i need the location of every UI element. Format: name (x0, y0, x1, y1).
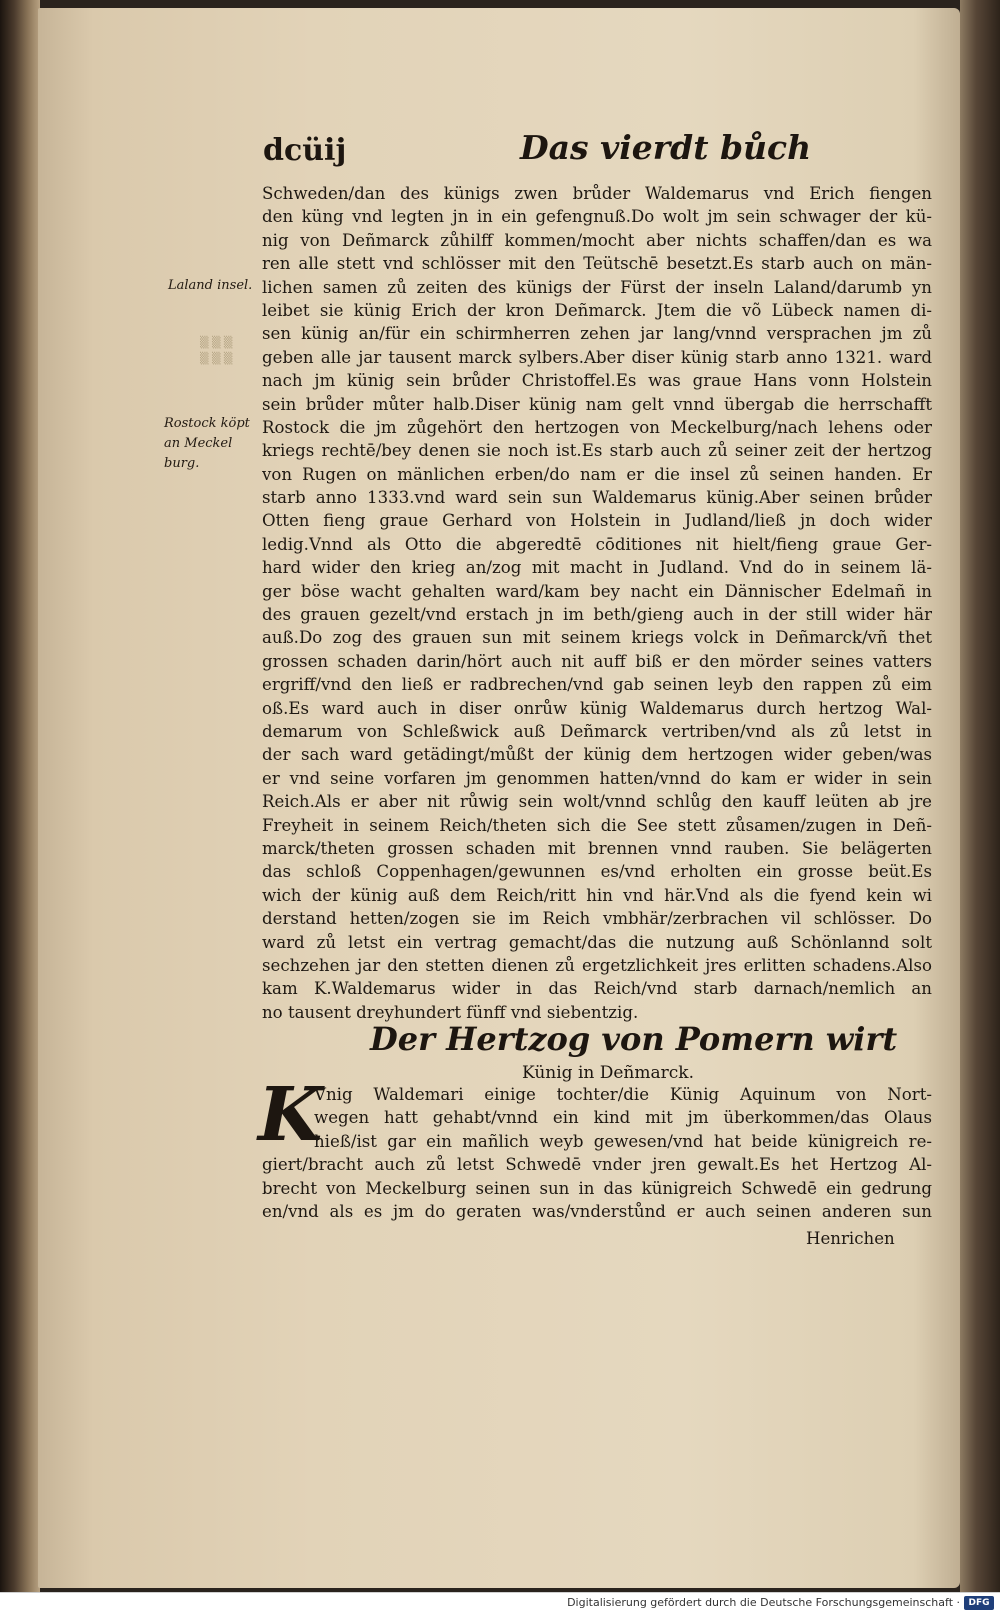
text-line: en/vnd als es jm do geraten was/vnderstůnd er auch seinen anderen sun (262, 1201, 932, 1221)
text-line: nig von Deñmarck zůhilff kommen/mocht aber nichts schaffen/dan es wa (262, 230, 932, 250)
text-line: leibet sie künig Erich der kron Deñmarck. Jtem die võ Lübeck namen di- (262, 300, 932, 320)
text-line: Rostock die jm zůgehört den hertzogen von Meckelburg/nach lehens oder (262, 417, 932, 437)
text-line: grossen schaden darin/hört auch nit auff biß er den mörder seines vatters (262, 651, 932, 671)
binding-edge-left (0, 0, 40, 1613)
text-line: kriegs rechtē/bey denen sie noch ist.Es starb auch zů seiner zeit der hertzog (262, 441, 932, 461)
text-line: ledig.Vnnd als Otto die abgeredtē cōditiones nit hielt/fieng graue Ger- (262, 534, 932, 554)
text-line: oß.Es ward auch in diser onrůw künig Waldemarus durch hertzog Wal- (262, 698, 932, 718)
text-line: kam K.Waldemarus wider in das Reich/vnd starb darnach/nemlich an (262, 979, 932, 999)
text-line: der sach ward getädingt/můßt der künig dem hertzogen wider geben/was (262, 745, 932, 765)
text-line: nach jm künig sein brůder Christoffel.Es was graue Hans vonn Holstein (262, 371, 932, 391)
text-line: wegen hatt gehabt/vnnd ein kind mit jm überkommen/das Olaus (314, 1108, 932, 1128)
text-line: auß.Do zog des grauen sun mit seinem kriegs volck in Deñmarck/vñ thet (262, 628, 932, 648)
page-edge-right (960, 0, 1000, 1600)
text-line: ger böse wacht gehalten ward/kam bey nacht ein Dännischer Edelmañ in (262, 581, 932, 601)
margin-note-line: Rostock köpt (164, 416, 250, 431)
text-line: demarum von Schleßwick auß Deñmarck vertriben/vnd als zů letst in (262, 721, 932, 741)
text-line: Vnig Waldemari einige tochter/die Künig Aquinum von Nort- (314, 1085, 932, 1104)
text-line: Otten fieng graue Gerhard von Holstein in Judland/ließ jn doch wider (262, 511, 932, 531)
margin-note-line: an Meckel (164, 436, 233, 451)
catchword: Henrichen (806, 1229, 895, 1248)
text-line: wich der künig auß dem Reich/ritt hin vnd här.Vnd als die fyend kein wi (262, 885, 932, 905)
dfg-logo[interactable]: DFG (964, 1596, 994, 1610)
text-line: den küng vnd legten jn in ein gefengnuß.Do wolt jm sein schwager der kü- (262, 207, 932, 227)
folio-number: dcüij (263, 133, 347, 168)
text-line: hieß/ist gar ein mañlich weyb gewesen/vnd hat beide künigreich re- (314, 1131, 932, 1151)
text-line: geben alle jar tausent marck sylbers.Aber diser künig starb anno 1321. ward (262, 347, 932, 367)
text-line: von Rugen on mänlichen erben/do nam er die insel zů seinen handen. Er (262, 464, 932, 484)
text-line: starb anno 1333.vnd ward sein sun Waldemarus künig.Aber seinen brůder (262, 488, 932, 508)
section-text-block (262, 1083, 932, 1223)
text-line: lichen samen zů zeiten des künigs der Fürst der inseln Laland/darumb yn (262, 277, 932, 297)
text-line: ward zů letst ein vertrag gemacht/das die nutzung auß Schönlannd solt (262, 932, 932, 952)
digitization-footer (0, 1592, 1000, 1614)
text-line: brecht von Meckelburg seinen sun in das künigreich Schwedē ein gedrung (262, 1178, 932, 1198)
text-line: sechzehen jar den stetten dienen zů ergetzlichkeit jres erlitten schadens.Also (262, 955, 932, 975)
section-heading: Der Hertzog von Pomern wirt (370, 1020, 898, 1058)
margin-note-line: burg. (164, 456, 200, 471)
text-line: marck/theten grossen schaden mit brennen vnnd rauben. Sie belägerten (262, 838, 932, 858)
margin-note-laland: Laland insel. (168, 278, 253, 293)
text-line: Reich.Als er aber nit růwig sein wolt/vnnd schlůg den kauff leüten ab jre (262, 792, 932, 812)
text-line: hard wider den krieg an/zog mit macht in Judland. Vnd do in seinem lä- (262, 558, 932, 578)
text-line: das schloß Coppenhagen/gewunnen es/vnd erholten ein grosse beüt.Es (262, 862, 932, 882)
main-text-block (262, 182, 932, 1024)
text-line: derstand hetten/zogen sie im Reich vmbhär/zerbrachen vil schlösser. Do (262, 909, 932, 929)
running-head: Das vierdt bůch (520, 128, 812, 167)
text-line: sein brůder můter halb.Diser künig nam gelt vnnd übergab die herrschafft (262, 394, 932, 414)
text-line: ren alle stett vnd schlösser mit den Teütschē besetzt.Es starb auch on män- (262, 254, 932, 274)
text-line: no tausent dreyhundert fünff vnd siebentzig. (262, 1002, 639, 1022)
text-line: ergriff/vnd den ließ er radbrechen/vnd gab seinen leyb den rappen zů eim (262, 675, 932, 695)
margin-note-rostock (164, 414, 250, 474)
text-line: Schweden/dan des künigs zwen brůder Waldemarus vnd Erich fiengen (262, 184, 932, 203)
text-line: giert/bracht auch zů letst Schwedē vnder jren gewalt.Es het Hertzog Al- (262, 1155, 932, 1175)
section-subheading: Künig in Deñmarck. (522, 1063, 694, 1083)
footer-credit-text: Digitalisierung gefördert durch die Deutsche Forschungsgemeinschaft · (567, 1596, 960, 1609)
bleed-through-text: ▒ ▒ ▒ ▒ ▒ ▒ (200, 336, 233, 365)
text-line: Freyheit in seinem Reich/theten sich die See stett zůsamen/zugen in Deñ- (262, 815, 932, 835)
text-line: des grauen gezelt/vnd erstach jn im beth/gieng auch in der still wider här (262, 605, 932, 625)
text-line: er vnd seine vorfaren jm genommen hatten/vnnd do kam er wider in sein (262, 768, 932, 788)
drop-cap-initial: K (258, 1072, 323, 1158)
text-line: sen künig an/für ein schirmherren zehen jar lang/vnnd versprachen jm zů (262, 324, 932, 344)
